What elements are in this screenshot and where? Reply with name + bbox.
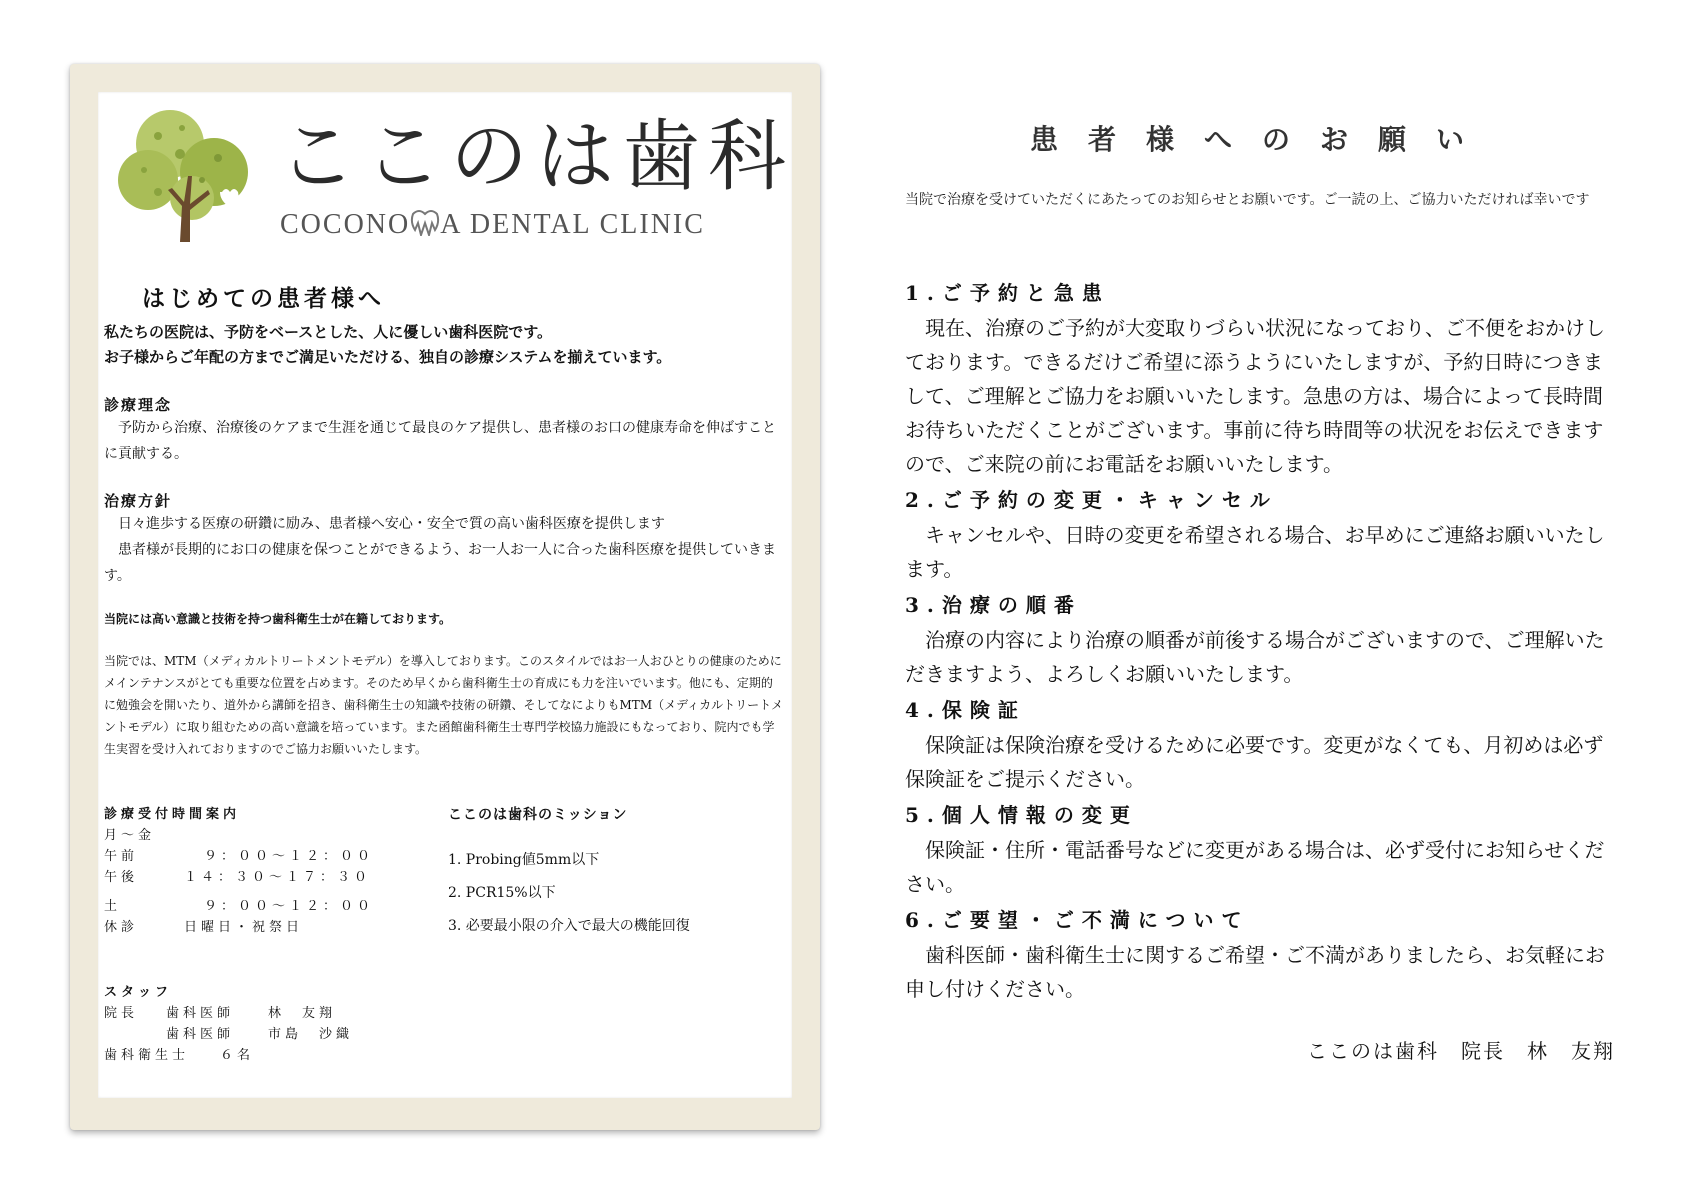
request-body: 歯科医師・歯科衛生士に関するご希望・ご不満がありましたら、お気軽にお申し付けください。 <box>905 943 1605 1001</box>
staff-dentist-row <box>104 1024 353 1045</box>
request-body: 治療の内容により治療の順番が前後する場合がございますので、ご理解いただきますよう、よろしくお願いいたします。 <box>905 628 1605 686</box>
director-label: 院長 <box>104 1006 139 1021</box>
dentist-name: 市島 沙織 <box>268 1027 354 1042</box>
policy-title: 治療方針 <box>104 492 173 510</box>
intro-line-2: お子様からご年配の方までご満足いただける、独自の診療システムを揃えています。 <box>104 348 672 366</box>
closed-days: 日曜日・祝祭日 <box>184 920 304 935</box>
clinic-logo-text: ここのは歯科 <box>278 112 795 202</box>
first-visit-heading: はじめての患者様へ <box>142 285 385 312</box>
request-item <box>905 276 1615 481</box>
requests-title: 患者様へのお願い <box>1030 123 1495 156</box>
policy-body-2: 患者様が長期的にお口の健康を保つことができるよう、お一人お一人に合った歯科医療を提供していきます。 <box>104 542 776 584</box>
mission-section <box>448 804 690 943</box>
request-body: 現在、治療のご予約が大変取りづらい状況になっており、ご不便をおかけしております。できるだけご希望に添うようにいたしますが、予約日時につきまして、ご理解とご協力をお願いいたします。急患の方は、場合によって長時間お待ちいただくことがございます。事前に待ち時間等の状況をお伝えできますので、ご来院の前にお電話をお願いいたします。 <box>905 316 1605 476</box>
clinic-logo-english <box>280 210 705 239</box>
pm-label: 午後 <box>104 870 139 885</box>
card-paper <box>98 92 795 1098</box>
clinic-info-card <box>70 64 820 1130</box>
request-item <box>905 903 1615 1006</box>
sat-time: ９：００〜１２：００ <box>204 899 375 914</box>
request-heading: 3.治療の順番 <box>905 593 1082 617</box>
request-item <box>905 588 1615 691</box>
tooth-icon <box>410 210 440 236</box>
intro-text <box>104 320 671 370</box>
hours-sat-row <box>104 896 374 917</box>
staff-title: スタッフ <box>104 985 173 1000</box>
requests-list <box>905 276 1615 1008</box>
dentist-role: 歯科医師 <box>166 1027 235 1042</box>
staff-hygienist-row <box>104 1045 353 1066</box>
hygienist-title: 当院には高い意識と技術を持つ歯科衛生士が在籍しております。 <box>104 612 452 626</box>
staff-section <box>104 982 353 1066</box>
director-signature: ここのは歯科 院長 林 友翔 <box>1307 1039 1615 1063</box>
am-time: ９：００〜１２：００ <box>204 849 375 864</box>
hours-days: 月〜金 <box>104 828 156 843</box>
logo-english-part2: A DENTAL CLINIC <box>440 209 705 240</box>
request-heading: 2.ご予約の変更・キャンセル <box>905 488 1278 512</box>
philosophy-body: 予防から治療、治療後のケアまで生涯を通じて最良のケア提供し、患者様のお口の健康寿命を伸ばすことに貢献する。 <box>104 420 776 462</box>
office-hours <box>104 804 374 938</box>
pm-time: １４：３０〜１７：３０ <box>184 870 372 885</box>
mission-item: 3. 必要最小限の介入で最大の機能回復 <box>448 918 690 934</box>
hours-closed-row <box>104 917 374 938</box>
hours-title: 診療受付時間案内 <box>104 807 241 822</box>
policy-section <box>104 490 784 589</box>
request-heading: 5.個人情報の変更 <box>905 803 1138 827</box>
mission-item: 2. PCR15%以下 <box>448 885 556 901</box>
sat-label: 土 <box>104 899 122 914</box>
philosophy-section <box>104 394 784 467</box>
director-name: 林 友翔 <box>268 1006 337 1021</box>
request-item <box>905 693 1615 796</box>
request-body: キャンセルや、日時の変更を希望される場合、お早めにご連絡お願いいたします。 <box>905 523 1605 581</box>
director-role: 歯科医師 <box>166 1006 235 1021</box>
hours-am-row <box>104 846 374 867</box>
requests-intro: 当院で治療を受けていただくにあたってのお知らせとお願いです。ご一読の上、ご協力いただければ幸いです <box>905 192 1590 208</box>
mission-item: 1. Probing値5mm以下 <box>448 852 600 868</box>
request-body: 保険証は保険治療を受けるために必要です。変更がなくても、月初めは必ず保険証をご提示ください。 <box>905 733 1604 791</box>
intro-line-1: 私たちの医院は、予防をベースとした、人に優しい歯科医院です。 <box>104 323 553 341</box>
request-heading: 4.保険証 <box>905 698 1026 722</box>
request-body: 保険証・住所・電話番号などに変更がある場合は、必ず受付にお知らせください。 <box>905 838 1605 896</box>
hygienist-label: 歯科衛生士 <box>104 1048 190 1063</box>
policy-body-1: 日々進歩する医療の研鑽に励み、患者様へ安心・安全で質の高い歯科医療を提供します <box>118 516 665 532</box>
request-item <box>905 483 1615 586</box>
logo-english-part1: COCONO <box>280 209 411 240</box>
am-label: 午前 <box>104 849 139 864</box>
hygienist-count: ６名 <box>220 1048 255 1063</box>
request-item <box>905 798 1615 901</box>
hygienist-body: 当院では、MTM（メディカルトリートメントモデル）を導入しております。このスタイルではお一人おひとりの健康のためにメインテナンスがとても重要な位置を占めます。そのため早くから歯科衛生士の育成にも力を注いでいます。他にも、定期的に勉強会を開いたり、道外から講師を招き、歯科衛生士の知識や技術の研鑽、そしてなによりもMTM（メディカルトリートメントモデル）に取り組むための高い意識を培っています。また函館歯科衛生士専門学校協力施設にもなっており、院内でも学生実習を受け入れておりますのでご協力お願いいたします。 <box>104 654 784 756</box>
request-heading: 1.ご予約と急患 <box>905 281 1110 305</box>
tree-logo-icon <box>118 106 258 244</box>
philosophy-title: 診療理念 <box>104 396 173 414</box>
mission-title: ここのは歯科のミッション <box>448 807 628 823</box>
closed-label: 休診 <box>104 920 139 935</box>
request-heading: 6.ご要望・ご不満について <box>905 908 1250 932</box>
hours-pm-row <box>104 867 374 888</box>
staff-director-row <box>104 1003 353 1024</box>
